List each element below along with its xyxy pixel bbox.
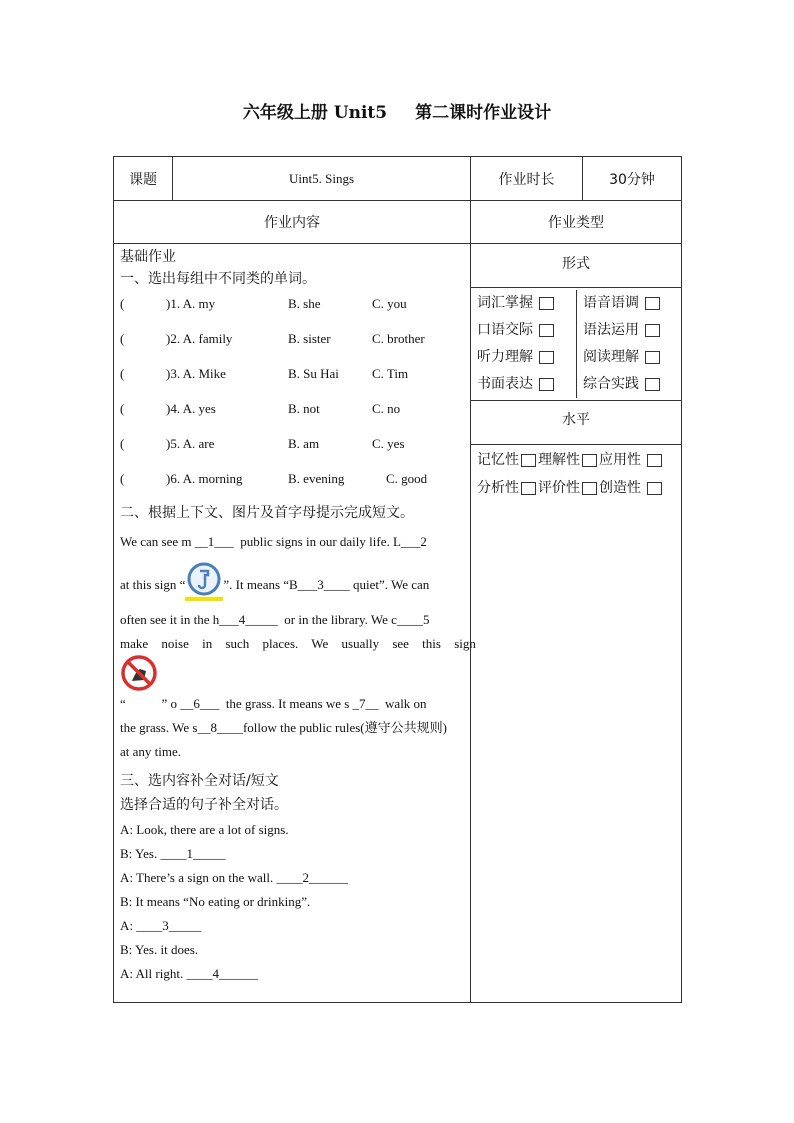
topic-value: Uint5. Sings (173, 157, 471, 201)
basic-heading: 基础作业 (120, 249, 176, 265)
topic-label: 课题 (114, 157, 173, 201)
mcq-item: ( )4. A. yes B. not C. no (120, 401, 401, 416)
form-item[interactable]: 综合实践 (576, 371, 681, 398)
form-label: 形式 (471, 244, 681, 288)
duration-value: 30分钟 (583, 157, 682, 201)
level-row: 分析性 评价性 创造性 (477, 477, 675, 505)
form-item[interactable]: 听力理解 (471, 344, 576, 371)
dialog-line: B: It means “No eating or drinking”. (120, 894, 311, 909)
section1-heading: 一、选出每组中不同类的单词。 (120, 271, 316, 287)
checkbox-icon[interactable] (539, 297, 554, 310)
dialog-line: B: Yes. it does. (120, 942, 199, 957)
form-item[interactable]: 书面表达 (471, 371, 576, 398)
section2-heading: 二、根据上下文、图片及首字母提示完成短文。 (120, 505, 414, 521)
dialog (120, 818, 464, 986)
dialog-line: B: Yes. ____1_____ (120, 846, 226, 861)
form-grid (471, 288, 681, 401)
type-header: 作业类型 (471, 201, 682, 244)
no-walking-on-grass-sign-icon (120, 662, 158, 700)
cloze-passage: We can see m __1___ public signs in our daily life. L___2 at this sign “ ”. It means “B___3____ quiet”. We can often see it in the h___4_____ or in the library. We c____5 make noise in such places. We usually see this sign “ ” o __6___ the grass. It means we s _7__ walk on the grass. We s__8____follow the public rules(遵守公共规则) at any time. (120, 534, 476, 759)
checkbox-icon[interactable] (582, 454, 597, 467)
page-title (0, 98, 794, 123)
level-label: 水平 (471, 401, 681, 445)
form-item[interactable]: 语法运用 (576, 317, 681, 344)
form-item[interactable]: 词汇掌握 (471, 290, 576, 317)
checkbox-icon[interactable] (645, 297, 660, 310)
mcq-list (120, 288, 464, 498)
mcq-item: ( )1. A. my B. she C. you (120, 296, 407, 311)
homework-table (113, 156, 682, 1003)
title-part1: 六年级上册 Unit5 (242, 103, 388, 123)
checkbox-icon[interactable] (582, 482, 597, 495)
checkbox-icon[interactable] (539, 351, 554, 364)
content-header: 作业内容 (114, 201, 471, 244)
mcq-item: ( )6. A. morning B. evening C. good (120, 471, 428, 486)
form-item[interactable]: 阅读理解 (576, 344, 681, 371)
checkbox-icon[interactable] (521, 482, 536, 495)
checkbox-icon[interactable] (521, 454, 536, 467)
title-part2: 第二课时作业设计 (415, 103, 552, 123)
dialog-line: A: All right. ____4______ (120, 966, 258, 981)
checkbox-icon[interactable] (645, 351, 660, 364)
dialog-line: A: ____3_____ (120, 918, 202, 933)
duration-label: 作业时长 (471, 157, 583, 201)
type-cell (471, 244, 682, 1003)
mcq-item: ( )2. A. family B. sister C. brother (120, 331, 425, 346)
checkbox-icon[interactable] (647, 454, 662, 467)
checkbox-icon[interactable] (645, 324, 660, 337)
mcq-item: ( )3. A. Mike B. Su Hai C. Tim (120, 366, 409, 381)
level-grid (471, 445, 681, 509)
checkbox-icon[interactable] (645, 378, 660, 391)
quiet-sign-icon (185, 567, 223, 605)
checkbox-icon[interactable] (539, 378, 554, 391)
section3-subheading: 选择合适的句子补全对话。 (120, 797, 288, 813)
level-row: 记忆性 理解性 应用性 (477, 449, 675, 477)
section3-heading: 三、选内容补全对话/短文 (120, 773, 279, 789)
checkbox-icon[interactable] (647, 482, 662, 495)
checkbox-icon[interactable] (539, 324, 554, 337)
dialog-line: A: There’s a sign on the wall. ____2______ (120, 870, 348, 885)
dialog-line: A: Look, there are a lot of signs. (120, 822, 289, 837)
content-cell (114, 244, 476, 1003)
form-item[interactable]: 口语交际 (471, 317, 576, 344)
form-item[interactable]: 语音语调 (576, 290, 681, 317)
mcq-item: ( )5. A. are B. am C. yes (120, 436, 405, 451)
